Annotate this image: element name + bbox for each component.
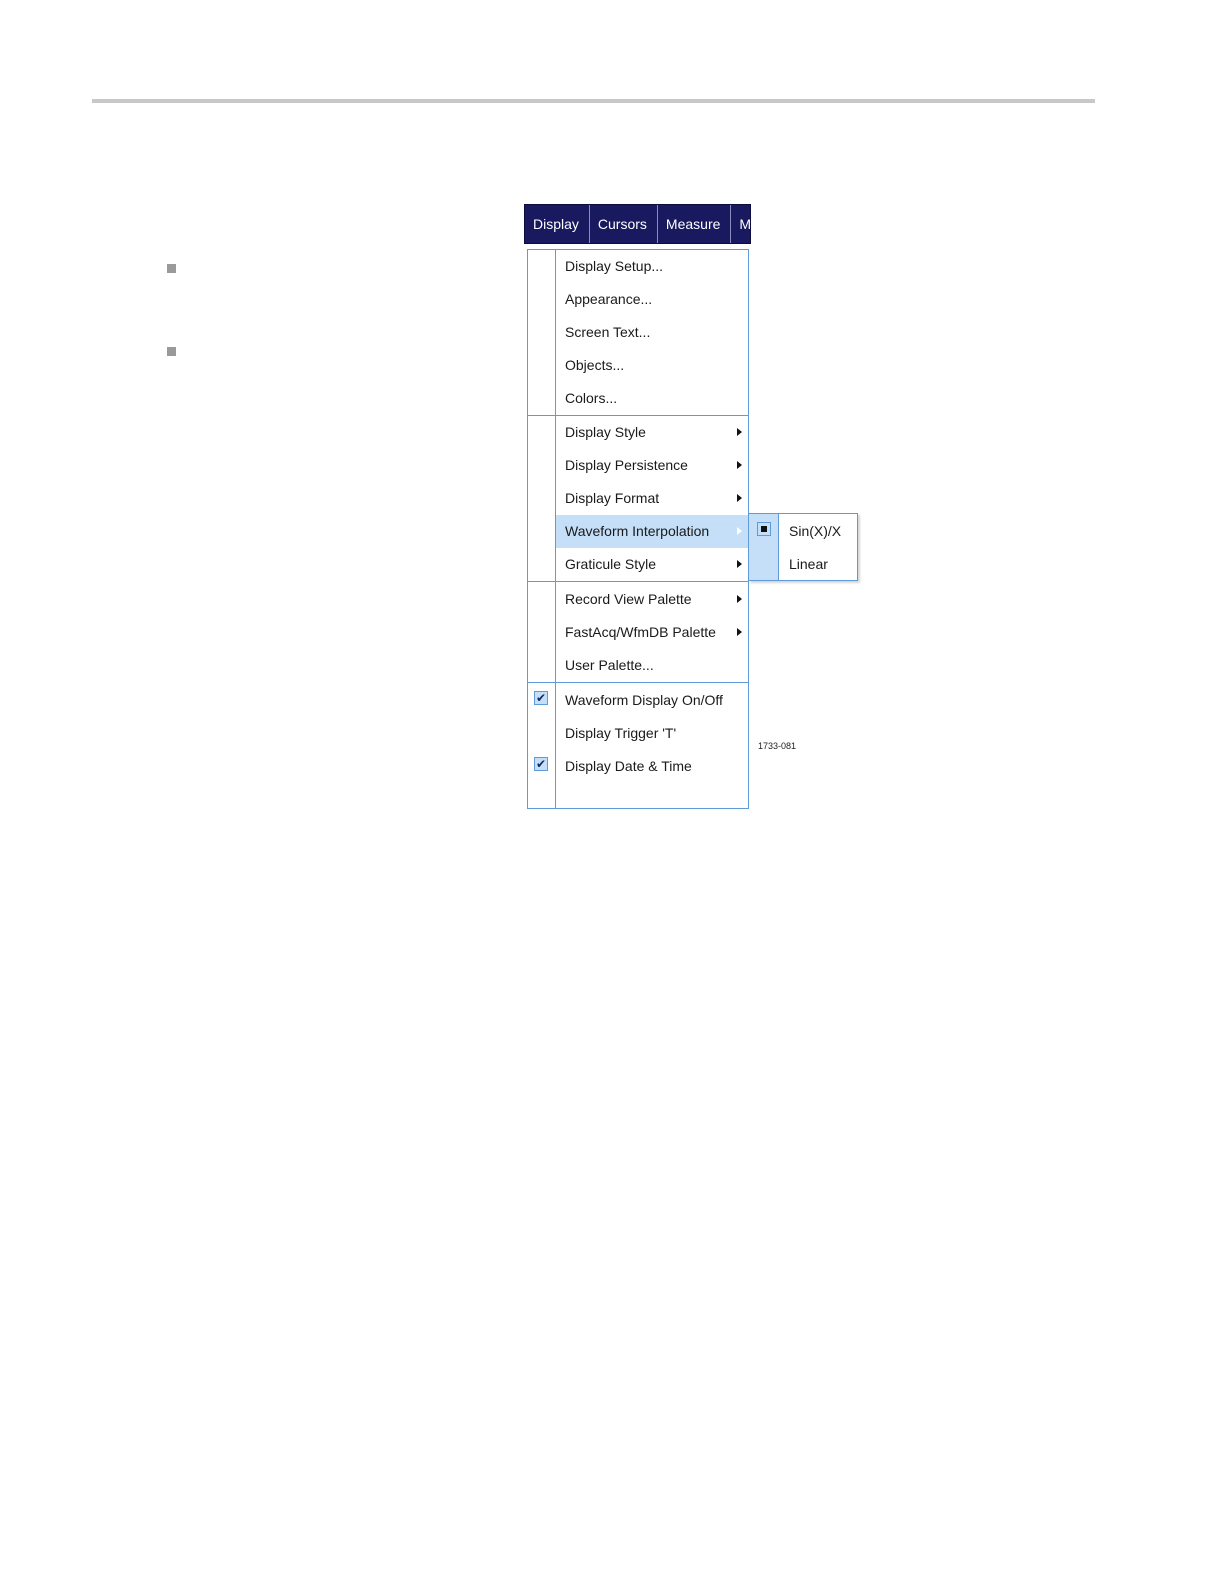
menu-display[interactable]: Display (525, 205, 590, 243)
menu-item-display-trigger[interactable]: Display Trigger 'T' (565, 725, 677, 741)
menu-item-display-style[interactable] (556, 416, 748, 449)
menu-item-user-palette[interactable]: User Palette... (565, 657, 654, 673)
menu-bar (524, 204, 751, 244)
menu-item-display-setup[interactable]: Display Setup... (565, 258, 664, 274)
submenu-arrow-icon (737, 494, 742, 502)
menu-item-label: Display Style (565, 424, 646, 440)
menu-separator (528, 682, 748, 683)
submenu-item-linear[interactable]: Linear (789, 556, 828, 572)
bullet-marker (167, 264, 176, 273)
menu-item-display-format[interactable] (556, 482, 748, 515)
menu-item-display-persistence[interactable] (556, 449, 748, 482)
bullet-marker (167, 347, 176, 356)
interpolation-submenu (748, 513, 858, 581)
menu-item-colors[interactable]: Colors... (565, 390, 618, 406)
submenu-arrow-icon (737, 527, 742, 535)
submenu-arrow-icon (737, 428, 742, 436)
menu-item-label: Display Persistence (565, 457, 688, 473)
menu-item-label: FastAcq/WfmDB Palette (565, 624, 716, 640)
submenu-arrow-icon (737, 595, 742, 603)
submenu-arrow-icon (737, 461, 742, 469)
menu-item-display-date-time[interactable]: Display Date & Time (565, 758, 692, 774)
page-top-rule (92, 99, 1095, 103)
radio-selected-icon (757, 522, 771, 536)
checkmark-icon: ✔ (535, 691, 547, 705)
submenu-arrow-icon (737, 560, 742, 568)
menu-item-label: Display Format (565, 490, 660, 506)
menu-next-truncated[interactable]: M (739, 216, 752, 232)
display-dropdown-menu (527, 249, 749, 809)
menu-measure[interactable]: Measure (658, 205, 731, 243)
menu-item-record-view-palette[interactable] (556, 583, 748, 616)
menu-cursors[interactable]: Cursors (590, 205, 658, 243)
submenu-item-sinx[interactable]: Sin(X)/X (789, 523, 842, 539)
display-menu-screenshot (524, 204, 864, 774)
menu-item-fastacq-palette[interactable] (556, 616, 748, 649)
menu-separator (528, 581, 748, 582)
menu-item-screen-text[interactable]: Screen Text... (565, 324, 651, 340)
submenu-arrow-icon (737, 628, 742, 636)
menu-item-label: Record View Palette (565, 591, 692, 607)
menu-item-waveform-display[interactable]: Waveform Display On/Off (565, 692, 723, 708)
menu-item-graticule-style[interactable] (556, 548, 748, 581)
figure-id: 1733-081 (758, 741, 797, 751)
menu-item-objects[interactable]: Objects... (565, 357, 625, 373)
menu-item-label: Waveform Interpolation (565, 523, 710, 539)
menu-item-appearance[interactable]: Appearance... (565, 291, 653, 307)
checkmark-icon: ✔ (535, 757, 547, 771)
menu-item-waveform-interpolation[interactable] (556, 515, 748, 548)
menu-item-label: Graticule Style (565, 556, 657, 572)
